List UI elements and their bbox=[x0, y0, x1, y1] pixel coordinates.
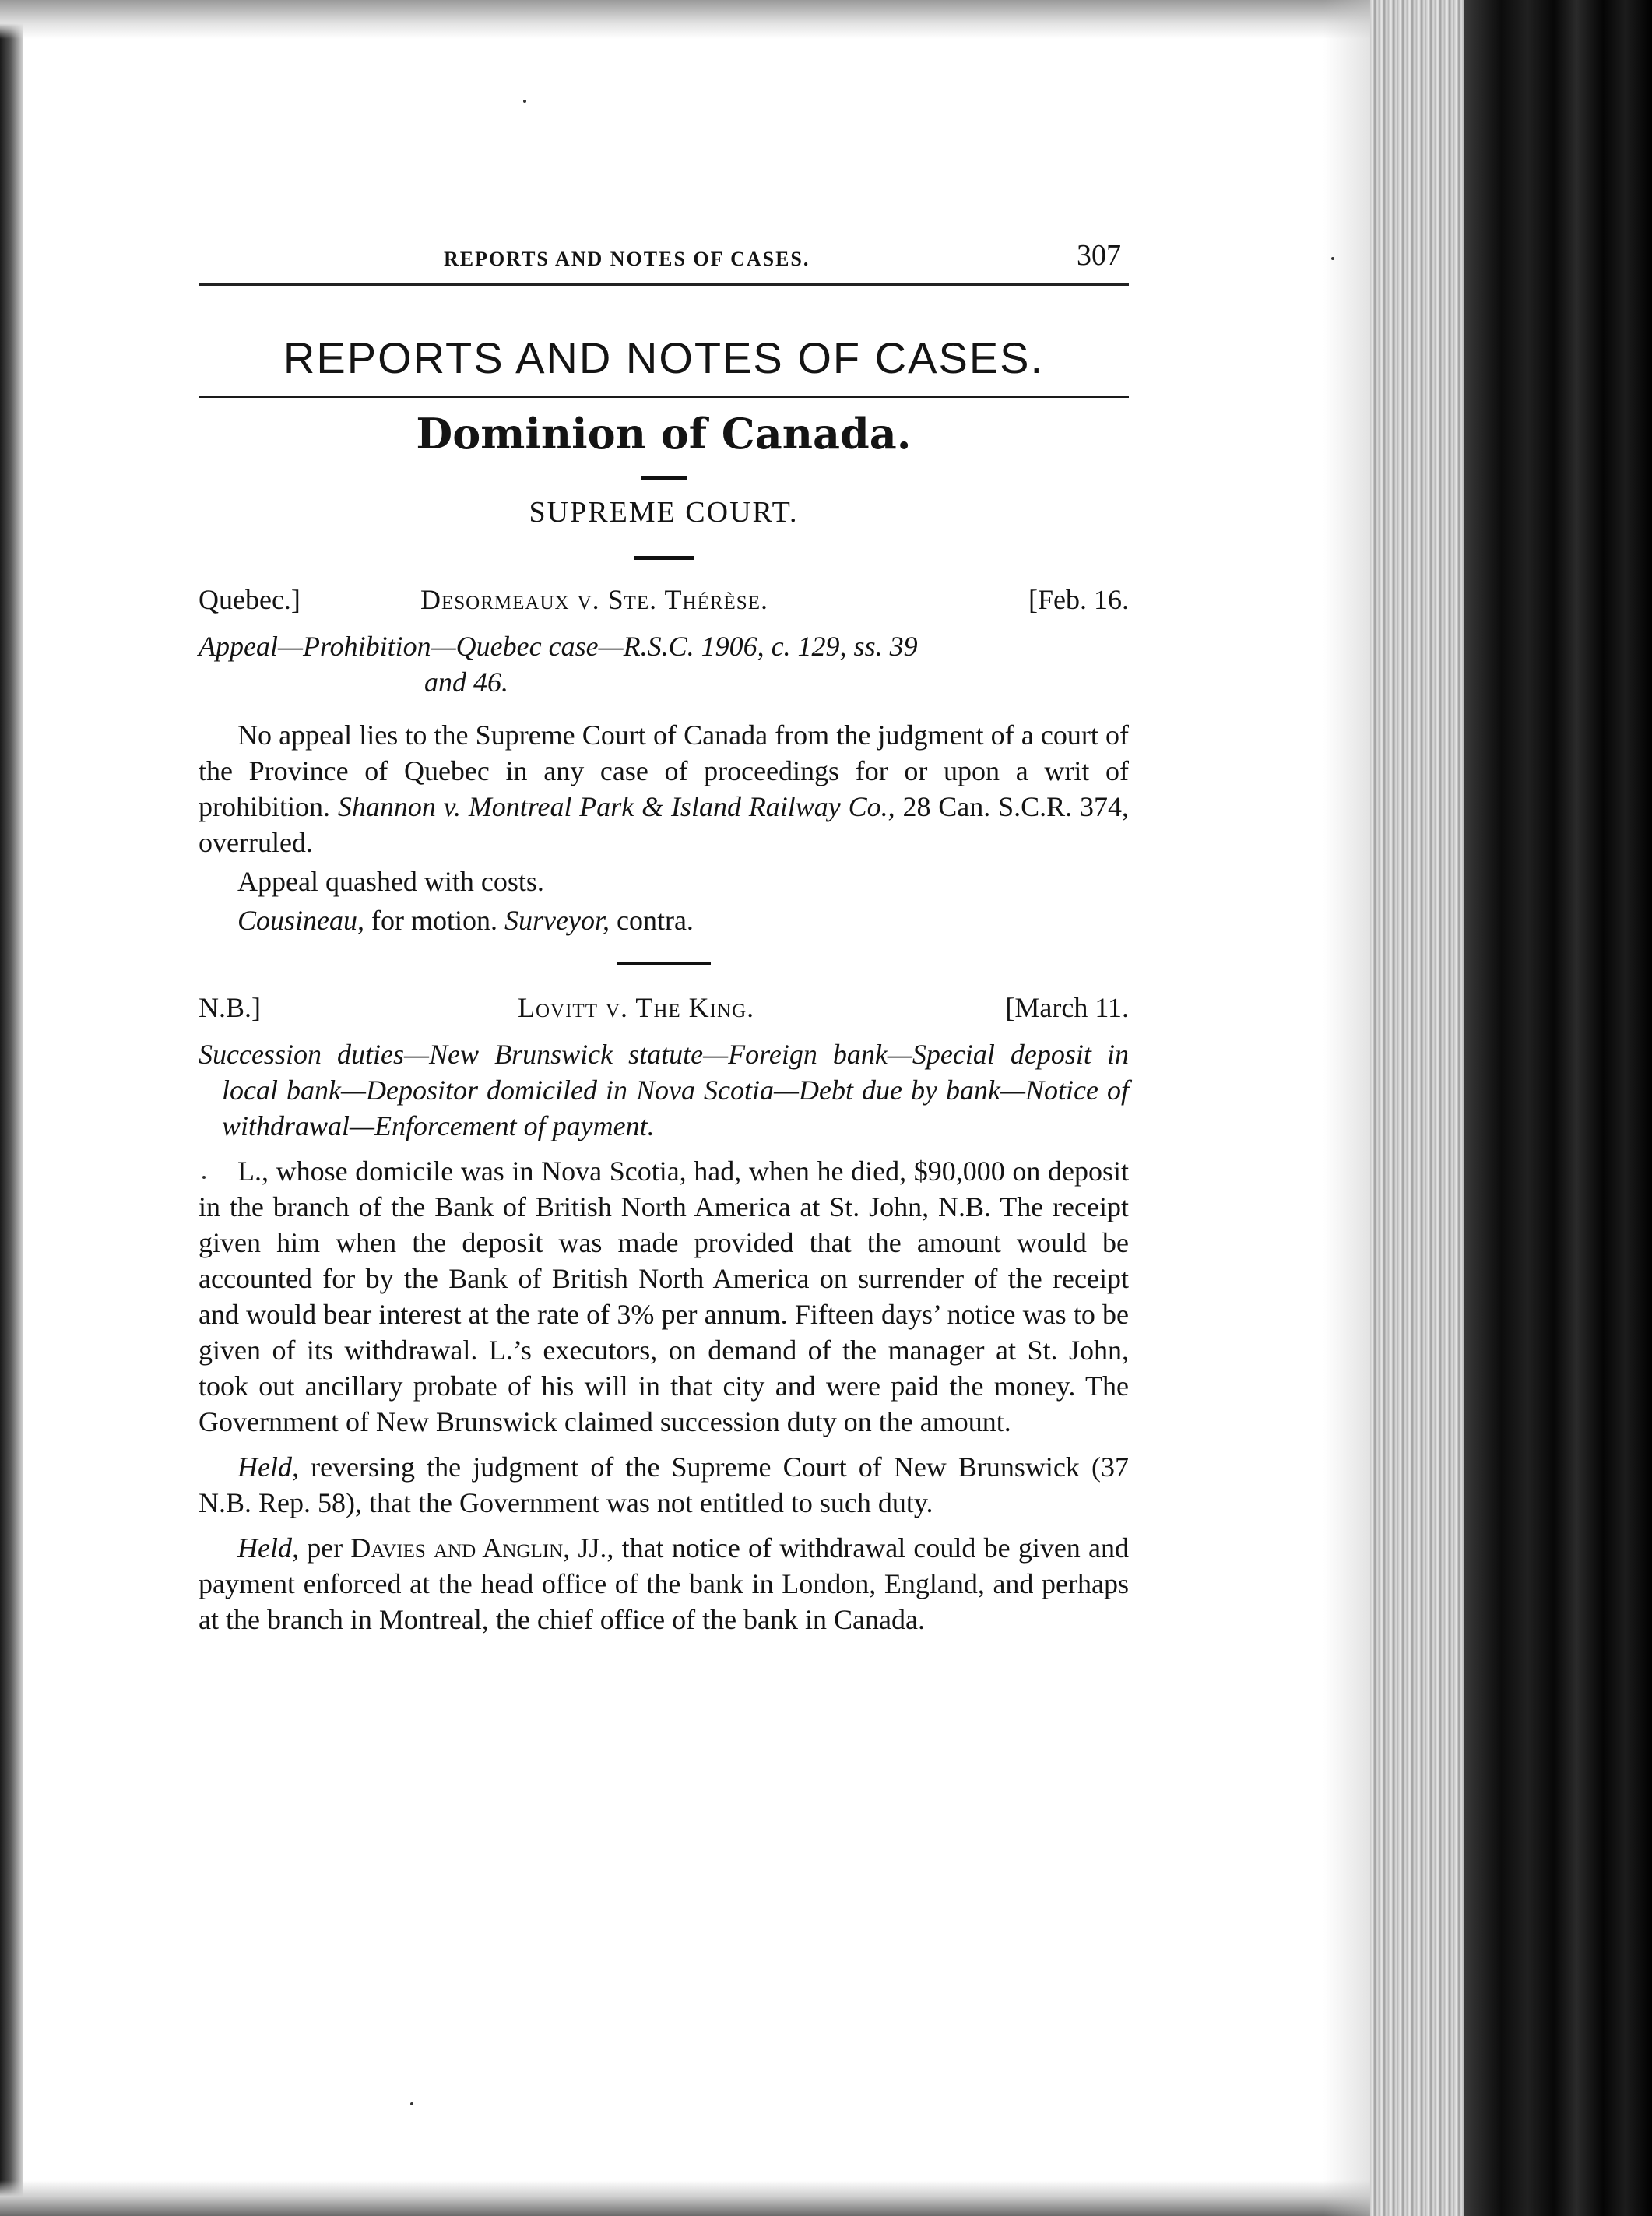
catchwords-line: Appeal—Prohibition—Quebec case—R.S.C. 1906, c. 129, ss. 39 bbox=[199, 631, 918, 662]
case-counsel bbox=[199, 902, 1129, 938]
ornament-dash bbox=[634, 556, 694, 560]
book-binding bbox=[1464, 0, 1652, 2216]
case-facts: L., whose domicile was in Nova Scotia, had, when he died, $90,000 on deposit in the branch of the Bank of British North America at St. John, N.B. The receipt given him when the deposit was made provided that the amount would be accounted for by the Bank of British North America on surrender of the receipt and would bear interest at the rate of 3% per annum. Fifteen days’ notice was to be given of its withdrawal. L.’s executors, on demand of the manager at St. John, took out ancillary probate of his will in that city and were paid the money. The Government of New Brunswick claimed succession duty on the amount. bbox=[199, 1155, 1129, 1437]
holding-text: No appeal lies to the Supreme Court of Canada from the judgment of a court of the Province of Quebec in any case of proceedings for or upon a writ of prohibition. bbox=[199, 719, 1129, 822]
ornament-dash bbox=[641, 476, 687, 480]
held-per: per bbox=[298, 1532, 351, 1564]
case-result: Appeal quashed with costs. bbox=[237, 866, 544, 897]
case-separator bbox=[617, 962, 711, 965]
case-heading bbox=[199, 583, 1129, 624]
case-catchwords: Succession duties—New Brunswick statute—Foreign bank—Special deposit in local bank—Depositor domiciled in Nova Scotia—Debt due by bank—Notice of withdrawal—Enforcement of payment. bbox=[199, 1039, 1129, 1141]
citation: 28 Can. S.C.R. 374, overruled. bbox=[199, 791, 1129, 858]
book-page bbox=[199, 234, 1129, 1637]
case-date: [March 11. bbox=[1005, 992, 1129, 1023]
held-judges: Davies and Anglin, JJ. bbox=[350, 1532, 607, 1564]
court-heading: SUPREME COURT. bbox=[529, 496, 799, 529]
case-title: Lovitt v. The King. bbox=[518, 992, 755, 1023]
section-title: REPORTS AND NOTES OF CASES. bbox=[283, 333, 1045, 382]
page-number: 307 bbox=[1077, 239, 1121, 272]
held-text: reversing the judgment of the Supreme Court of New Brunswick (37 N.B. Rep. 58), that the Government was not entitled to such duty. bbox=[199, 1451, 1129, 1518]
case-catchwords bbox=[199, 628, 1129, 700]
held-label: Held, bbox=[237, 1451, 299, 1483]
running-head bbox=[199, 234, 1129, 286]
scan-speck bbox=[1331, 257, 1334, 260]
case-heading bbox=[199, 991, 1129, 1032]
counsel-name: Cousineau, bbox=[237, 905, 365, 936]
catchwords-line: and 46. bbox=[424, 667, 508, 698]
scan-speck bbox=[523, 100, 526, 103]
counsel-role: for motion. bbox=[364, 905, 504, 936]
case-title: Desormeaux v. Ste. Thérèse. bbox=[420, 584, 768, 615]
case-venue: Quebec.] bbox=[199, 584, 301, 615]
held-text: , that notice of withdrawal could be given and payment enforced at the head office of the bank in London, England, and perhaps at the branch in Montreal, the chief office of the bank in Canada. bbox=[199, 1532, 1130, 1635]
section-rule bbox=[199, 396, 1129, 398]
running-title: REPORTS AND NOTES OF CASES. bbox=[444, 248, 810, 270]
scan-left-edge bbox=[0, 0, 23, 2216]
scan-top-edge bbox=[0, 0, 1432, 39]
counsel-role: contra. bbox=[609, 905, 694, 936]
case-holding bbox=[199, 717, 1129, 860]
held-label: Held, bbox=[237, 1532, 299, 1564]
jurisdiction-heading: Dominion of Canada. bbox=[416, 409, 912, 459]
case-venue: N.B.] bbox=[199, 992, 261, 1023]
counsel-name: Surveyor, bbox=[504, 905, 610, 936]
case-held bbox=[199, 1449, 1129, 1521]
scan-bottom-edge bbox=[0, 2180, 1432, 2216]
case-date: [Feb. 16. bbox=[1028, 584, 1129, 615]
scan-speck bbox=[410, 2102, 413, 2105]
case-held bbox=[199, 1530, 1129, 1637]
cited-case: Shannon v. Montreal Park & Island Railway Co., bbox=[337, 791, 895, 822]
